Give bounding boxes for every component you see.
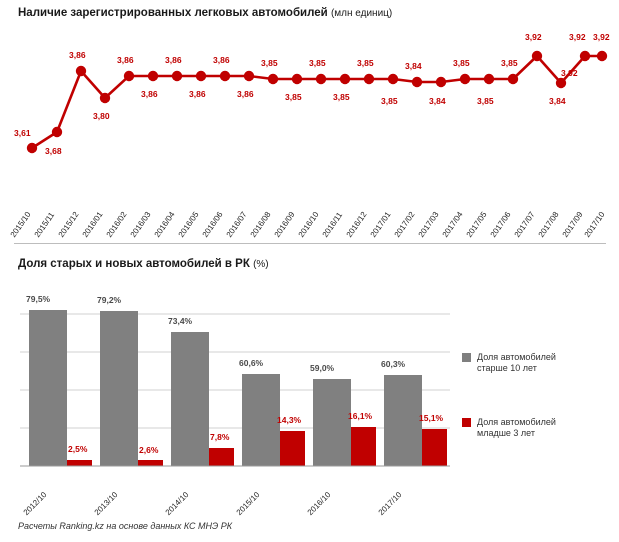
legend-label-new-line2: младше 3 лет (477, 427, 536, 438)
bar-data-label-new: 15,1% (419, 413, 444, 423)
legend-label-old (477, 352, 556, 375)
x-tick-label: 2017/04 (440, 210, 465, 239)
line-data-label: 3,85 (309, 58, 326, 68)
line-data-label: 3,84 (549, 96, 566, 106)
legend-label-old-line2: старше 10 лет (477, 363, 537, 374)
x-tick-label: 2016/10 (296, 210, 321, 239)
x-tick-label: 2017/10 (582, 210, 607, 239)
x-tick-label: 2015/10 (8, 210, 33, 239)
line-data-label: 3,80 (93, 111, 110, 121)
x-tick-label: 2016/06 (200, 210, 225, 239)
x-tick-label: 2016/07 (224, 210, 249, 239)
line-data-label: 3,86 (117, 55, 134, 65)
x-tick-label: 2016/08 (248, 210, 273, 239)
bar-data-label-old: 59,0% (310, 363, 335, 373)
x-tick-label: 2015/10 (234, 490, 262, 517)
line-data-label: 3,86 (213, 55, 230, 65)
line-data-label: 3,68 (45, 146, 62, 156)
line-data-label: 3,85 (501, 58, 518, 68)
x-tick-label: 2017/05 (464, 210, 489, 239)
line-data-label: 3,92 (593, 32, 610, 42)
legend-label-new-line1: Доля автомобилей (477, 416, 556, 427)
x-tick-label: 2017/01 (368, 210, 393, 239)
bar-chart-title-unit: (%) (253, 259, 269, 270)
line-data-label: 3,92 (569, 32, 586, 42)
legend-label-new (477, 417, 556, 440)
line-data-label: 3,85 (333, 92, 350, 102)
line-data-label: 3,92 (525, 32, 542, 42)
bar-data-label-new: 16,1% (348, 411, 373, 421)
x-tick-label: 2016/04 (152, 210, 177, 239)
line-chart-title (18, 7, 392, 19)
x-tick-label: 2015/11 (32, 210, 57, 239)
bar-data-label-old: 60,6% (239, 358, 264, 368)
section-divider (14, 243, 606, 244)
bar-data-label-old: 79,5% (26, 294, 51, 304)
legend-label-old-line1: Доля автомобилей (477, 352, 556, 362)
x-tick-label: 2016/03 (128, 210, 153, 239)
line-data-label: 3,85 (453, 58, 470, 68)
line-chart-title-text: Наличие зарегистрированных легковых автомобилей (18, 7, 328, 19)
line-data-label: 3,61 (14, 128, 31, 138)
x-tick-label: 2016/01 (80, 210, 105, 239)
bar-data-label-new: 7,8% (210, 432, 230, 442)
bar-data-label-new: 14,3% (277, 415, 302, 425)
x-tick-label: 2016/12 (344, 210, 369, 239)
x-tick-label: 2017/07 (512, 210, 537, 239)
line-data-label: 3,86 (189, 89, 206, 99)
line-data-label: 3,86 (165, 55, 182, 65)
line-data-label: 3,84 (429, 96, 446, 106)
bar-data-label-new: 2,5% (68, 444, 88, 454)
x-tick-label: 2017/02 (392, 210, 417, 239)
line-data-label: 3,92 (561, 68, 578, 78)
x-tick-label: 2014/10 (163, 490, 191, 517)
x-tick-label: 2012/10 (21, 490, 49, 517)
x-tick-label: 2016/02 (104, 210, 129, 239)
x-tick-label: 2016/11 (320, 210, 345, 239)
bar-data-label-old: 60,3% (381, 359, 406, 369)
x-tick-label: 2017/06 (488, 210, 513, 239)
legend-item-new (462, 417, 612, 440)
x-tick-label: 2017/09 (560, 210, 585, 239)
line-data-label: 3,85 (357, 58, 374, 68)
bar-chart-title (18, 258, 269, 270)
line-data-label: 3,85 (477, 96, 494, 106)
line-chart-title-unit: (млн единиц) (330, 8, 393, 19)
line-data-label: 3,84 (405, 61, 422, 71)
line-data-label: 3,86 (237, 89, 254, 99)
x-tick-label: 2017/10 (376, 490, 404, 517)
x-tick-label: 2016/05 (176, 210, 201, 239)
source-note: Расчеты Ranking.kz на основе данных КС МНЭ РК (18, 521, 233, 531)
x-tick-label: 2016/09 (272, 210, 297, 239)
x-tick-label: 2013/10 (92, 490, 120, 517)
line-chart (0, 26, 619, 201)
x-tick-label: 2017/08 (536, 210, 561, 239)
legend-swatch-icon (462, 353, 471, 362)
line-data-label: 3,85 (381, 96, 398, 106)
line-data-label: 3,86 (69, 50, 86, 60)
bar-chart-legend (462, 352, 612, 481)
line-chart-x-axis (0, 182, 619, 240)
line-data-label: 3,85 (261, 58, 278, 68)
bar-data-label-old: 79,2% (97, 295, 122, 305)
x-tick-label: 2015/12 (56, 210, 81, 239)
bar-chart-title-text: Доля старых и новых автомобилей в РК (18, 258, 250, 270)
bar-data-label-old: 73,4% (168, 316, 193, 326)
line-series-path (32, 56, 602, 148)
line-data-label: 3,85 (285, 92, 302, 102)
legend-swatch-icon (462, 418, 471, 427)
line-data-label: 3,86 (141, 89, 158, 99)
x-tick-label: 2016/10 (305, 490, 333, 517)
x-tick-label: 2017/03 (416, 210, 441, 239)
legend-item-old (462, 352, 612, 375)
bar-data-label-new: 2,6% (139, 445, 159, 455)
